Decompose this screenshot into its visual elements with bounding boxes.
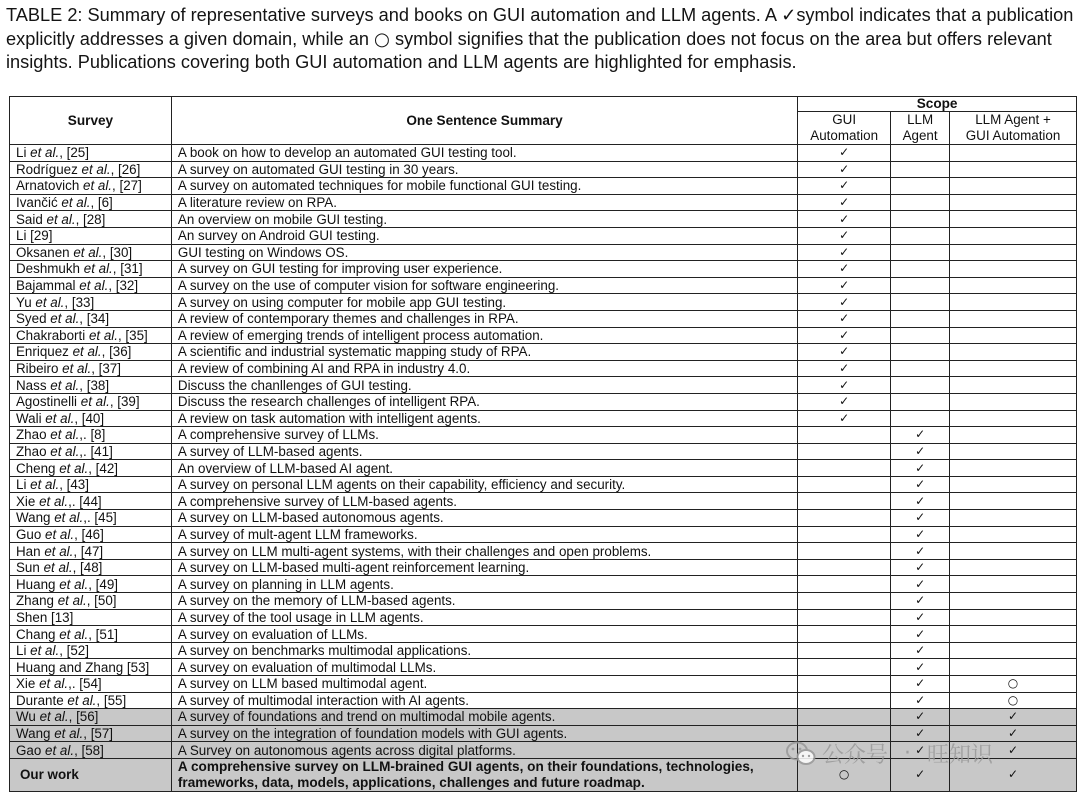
- gui-automation-mark: [798, 476, 891, 493]
- header-llm-agent: LLM Agent: [891, 112, 950, 145]
- llm-gui-mark: [950, 294, 1077, 311]
- summary-cell: A survey of the tool usage in LLM agents.: [171, 609, 797, 626]
- llm-agent-mark: ✓: [891, 493, 950, 510]
- table-row: [10, 227, 1077, 244]
- llm-gui-mark: [950, 410, 1077, 427]
- llm-agent-mark: ✓: [891, 692, 950, 709]
- llm-gui-mark: [950, 393, 1077, 410]
- llm-agent-mark: ✓: [891, 510, 950, 527]
- gui-automation-mark: [798, 427, 891, 444]
- header-summary: One Sentence Summary: [171, 97, 797, 145]
- table-row: [10, 393, 1077, 410]
- table-row: [10, 261, 1077, 278]
- llm-gui-mark: [950, 593, 1077, 610]
- table-row: [10, 327, 1077, 344]
- summary-cell: An overview of LLM-based AI agent.: [171, 460, 797, 477]
- gui-automation-mark: ✓: [798, 393, 891, 410]
- llm-gui-mark: [950, 526, 1077, 543]
- llm-gui-mark: [950, 261, 1077, 278]
- summary-cell: A survey on benchmarks multimodal applications.: [171, 642, 797, 659]
- llm-agent-mark: [891, 261, 950, 278]
- table-row: [10, 427, 1077, 444]
- summary-cell: A survey on using computer for mobile app GUI testing.: [171, 294, 797, 311]
- survey-cell: Li et al., [25]: [10, 145, 172, 162]
- watermark-text-2: 旺知识: [927, 743, 994, 768]
- gui-automation-mark: [798, 709, 891, 726]
- gui-automation-mark: [798, 460, 891, 477]
- summary-cell: A survey on evaluation of multimodal LLMs.: [171, 659, 797, 676]
- survey-cell: Rodríguez et al., [26]: [10, 161, 172, 178]
- llm-gui-mark: [950, 277, 1077, 294]
- summary-cell: An survey on Android GUI testing.: [171, 227, 797, 244]
- table-row: [10, 526, 1077, 543]
- survey-cell: Sun et al., [48]: [10, 559, 172, 576]
- summary-cell: Discuss the chanllenges of GUI testing.: [171, 377, 797, 394]
- survey-cell: Agostinelli et al., [39]: [10, 393, 172, 410]
- llm-agent-mark: [891, 327, 950, 344]
- summary-cell: A survey on LLM-based autonomous agents.: [171, 510, 797, 527]
- summary-cell: Discuss the research challenges of intelligent RPA.: [171, 393, 797, 410]
- summary-cell: A survey on the integration of foundation models with GUI agents.: [171, 725, 797, 742]
- gui-automation-mark: [798, 510, 891, 527]
- gui-automation-mark: [798, 642, 891, 659]
- table-row: [10, 310, 1077, 327]
- table-caption: TABLE 2: Summary of representative surveys and books on GUI automation and LLM agents. A ✓symbol indicates that a publication explicitly addresses a given domain, while an ○ symbol signifies that the publication does not focus on the area but offers relevant insights. Publications covering both GUI automation and LLM agents are highlighted for emphasis.: [6, 5, 1074, 73]
- gui-automation-mark: [798, 659, 891, 676]
- llm-gui-mark: [950, 559, 1077, 576]
- table-row: [10, 244, 1077, 261]
- summary-cell: A survey on GUI testing for improving user experience.: [171, 261, 797, 278]
- survey-cell: Li et al., [52]: [10, 642, 172, 659]
- llm-gui-mark: [950, 161, 1077, 178]
- llm-agent-mark: [891, 227, 950, 244]
- survey-cell: Shen [13]: [10, 609, 172, 626]
- summary-cell: A survey of LLM-based agents.: [171, 443, 797, 460]
- gui-automation-mark: ✓: [798, 344, 891, 361]
- llm-gui-mark: [950, 543, 1077, 560]
- summary-cell: A survey of multimodal interaction with AI agents.: [171, 692, 797, 709]
- summary-cell: A survey of foundations and trend on multimodal mobile agents.: [171, 709, 797, 726]
- summary-cell: A survey on automated GUI testing in 30 years.: [171, 161, 797, 178]
- llm-agent-mark: [891, 194, 950, 211]
- survey-cell: Zhao et al.,. [8]: [10, 427, 172, 444]
- summary-cell: A Survey on autonomous agents across digital platforms.: [171, 742, 797, 759]
- llm-gui-mark: [950, 227, 1077, 244]
- survey-cell: Ribeiro et al., [37]: [10, 360, 172, 377]
- llm-gui-mark: [950, 211, 1077, 228]
- llm-agent-mark: ✓: [891, 559, 950, 576]
- survey-cell: Our work: [10, 758, 172, 791]
- summary-cell: A review of emerging trends of intelligent process automation.: [171, 327, 797, 344]
- gui-automation-mark: [798, 593, 891, 610]
- llm-agent-mark: [891, 277, 950, 294]
- table-row: [10, 626, 1077, 643]
- gui-automation-mark: [798, 559, 891, 576]
- table-row: [10, 493, 1077, 510]
- llm-agent-mark: [891, 310, 950, 327]
- check-mark-symbol: ✓: [781, 5, 797, 26]
- summary-cell: A review of combining AI and RPA in industry 4.0.: [171, 360, 797, 377]
- header-llm-agent-gui-automation: LLM Agent + GUI Automation: [950, 112, 1077, 145]
- llm-agent-mark: [891, 211, 950, 228]
- llm-gui-mark: ○: [950, 692, 1077, 709]
- gui-automation-mark: ✓: [798, 310, 891, 327]
- survey-cell: Arnatovich et al., [27]: [10, 178, 172, 195]
- llm-gui-mark: [950, 460, 1077, 477]
- table-row: [10, 709, 1077, 726]
- llm-agent-mark: ✓: [891, 476, 950, 493]
- survey-cell: Chang et al., [51]: [10, 626, 172, 643]
- survey-cell: Yu et al., [33]: [10, 294, 172, 311]
- gui-automation-mark: [798, 543, 891, 560]
- watermark-separator: ·: [904, 741, 912, 766]
- llm-agent-mark: ✓: [891, 443, 950, 460]
- llm-agent-mark: ✓: [891, 676, 950, 693]
- gui-automation-mark: ✓: [798, 360, 891, 377]
- llm-gui-mark: [950, 145, 1077, 162]
- summary-cell: A survey on LLM based multimodal agent.: [171, 676, 797, 693]
- summary-cell: An overview on mobile GUI testing.: [171, 211, 797, 228]
- summary-cell: A survey on evaluation of LLMs.: [171, 626, 797, 643]
- llm-gui-mark: [950, 194, 1077, 211]
- gui-automation-mark: [798, 576, 891, 593]
- gui-automation-mark: ✓: [798, 377, 891, 394]
- header-survey: Survey: [10, 97, 172, 145]
- llm-gui-mark: ✓: [950, 709, 1077, 726]
- llm-agent-mark: ✓: [891, 742, 950, 759]
- table-row: [10, 443, 1077, 460]
- survey-cell: Huang and Zhang [53]: [10, 659, 172, 676]
- survey-cell: Bajammal et al., [32]: [10, 277, 172, 294]
- survey-cell: Cheng et al., [42]: [10, 460, 172, 477]
- gui-automation-mark: [798, 626, 891, 643]
- llm-agent-mark: ✓: [891, 709, 950, 726]
- summary-cell: A survey on planning in LLM agents.: [171, 576, 797, 593]
- llm-agent-mark: [891, 377, 950, 394]
- gui-automation-mark: ✓: [798, 277, 891, 294]
- llm-gui-mark: [950, 510, 1077, 527]
- survey-cell: Chakraborti et al., [35]: [10, 327, 172, 344]
- llm-gui-mark: [950, 626, 1077, 643]
- gui-automation-mark: ✓: [798, 410, 891, 427]
- llm-agent-mark: ✓: [891, 593, 950, 610]
- llm-agent-mark: [891, 393, 950, 410]
- llm-gui-mark: [950, 377, 1077, 394]
- llm-gui-mark: [950, 344, 1077, 361]
- survey-cell: Durante et al., [55]: [10, 692, 172, 709]
- llm-gui-mark: [950, 576, 1077, 593]
- llm-agent-mark: [891, 410, 950, 427]
- llm-agent-mark: [891, 145, 950, 162]
- survey-cell: Oksanen et al., [30]: [10, 244, 172, 261]
- summary-cell: GUI testing on Windows OS.: [171, 244, 797, 261]
- survey-cell: Ivančić et al., [6]: [10, 194, 172, 211]
- watermark: [786, 738, 993, 769]
- table-row: [10, 211, 1077, 228]
- gui-automation-mark: ✓: [798, 178, 891, 195]
- survey-cell: Enriquez et al., [36]: [10, 344, 172, 361]
- llm-agent-mark: ✓: [891, 526, 950, 543]
- header-scope: Scope: [798, 97, 1077, 112]
- llm-gui-mark: [950, 360, 1077, 377]
- table-row: [10, 194, 1077, 211]
- llm-gui-mark: [950, 659, 1077, 676]
- table-row: [10, 410, 1077, 427]
- summary-cell: A comprehensive survey on LLM-brained GUI agents, on their foundations, technologies, frameworks, data, models, applications, challenges and future roadmap.: [171, 758, 797, 791]
- survey-cell: Deshmukh et al., [31]: [10, 261, 172, 278]
- table-row: [10, 593, 1077, 610]
- llm-agent-mark: ✓: [891, 576, 950, 593]
- gui-automation-mark: ○: [798, 758, 891, 791]
- gui-automation-mark: ✓: [798, 227, 891, 244]
- wechat-icon: [786, 741, 816, 767]
- llm-gui-mark: [950, 310, 1077, 327]
- llm-agent-mark: [891, 178, 950, 195]
- gui-automation-mark: ✓: [798, 161, 891, 178]
- survey-cell: Said et al., [28]: [10, 211, 172, 228]
- summary-cell: A survey of mult-agent LLM frameworks.: [171, 526, 797, 543]
- table-row: [10, 161, 1077, 178]
- gui-automation-mark: ✓: [798, 194, 891, 211]
- survey-cell: Xie et al.,. [54]: [10, 676, 172, 693]
- table-row: [10, 559, 1077, 576]
- survey-cell: Li et al., [43]: [10, 476, 172, 493]
- table-row: [10, 460, 1077, 477]
- survey-cell: Han et al., [47]: [10, 543, 172, 560]
- summary-cell: A survey on the use of computer vision for software engineering.: [171, 277, 797, 294]
- header-gui-automation: GUI Automation: [798, 112, 891, 145]
- survey-table: [9, 96, 1077, 792]
- llm-agent-mark: [891, 161, 950, 178]
- gui-automation-mark: ✓: [798, 327, 891, 344]
- survey-cell: Li [29]: [10, 227, 172, 244]
- survey-cell: Wu et al., [56]: [10, 709, 172, 726]
- llm-gui-mark: [950, 609, 1077, 626]
- llm-gui-mark: ✓: [950, 758, 1077, 791]
- summary-cell: A review on task automation with intelligent agents.: [171, 410, 797, 427]
- llm-agent-mark: ✓: [891, 642, 950, 659]
- gui-automation-mark: [798, 526, 891, 543]
- table-row: [10, 543, 1077, 560]
- llm-gui-mark: [950, 443, 1077, 460]
- watermark-text-1: 公众号: [822, 743, 889, 768]
- llm-gui-mark: ○: [950, 676, 1077, 693]
- llm-agent-mark: ✓: [891, 659, 950, 676]
- circle-mark-symbol: ○: [374, 28, 390, 50]
- survey-cell: Zhao et al.,. [41]: [10, 443, 172, 460]
- summary-cell: A scientific and industrial systematic mapping study of RPA.: [171, 344, 797, 361]
- summary-cell: A literature review on RPA.: [171, 194, 797, 211]
- gui-automation-mark: ✓: [798, 261, 891, 278]
- gui-automation-mark: ✓: [798, 145, 891, 162]
- summary-cell: A comprehensive survey of LLM-based agents.: [171, 493, 797, 510]
- table-row: [10, 344, 1077, 361]
- gui-automation-mark: ✓: [798, 244, 891, 261]
- llm-agent-mark: [891, 360, 950, 377]
- survey-cell: Nass et al., [38]: [10, 377, 172, 394]
- gui-automation-mark: ✓: [798, 294, 891, 311]
- survey-cell: Huang et al., [49]: [10, 576, 172, 593]
- table-row: [10, 609, 1077, 626]
- survey-cell: Guo et al., [46]: [10, 526, 172, 543]
- table-row: [10, 642, 1077, 659]
- llm-gui-mark: ✓: [950, 742, 1077, 759]
- summary-cell: A survey on personal LLM agents on their capability, efficiency and security.: [171, 476, 797, 493]
- llm-agent-mark: [891, 294, 950, 311]
- table-row: [10, 510, 1077, 527]
- summary-cell: A comprehensive survey of LLMs.: [171, 427, 797, 444]
- llm-gui-mark: [950, 244, 1077, 261]
- summary-cell: A survey on LLM-based multi-agent reinforcement learning.: [171, 559, 797, 576]
- llm-agent-mark: ✓: [891, 609, 950, 626]
- survey-cell: Wang et al., [57]: [10, 725, 172, 742]
- survey-cell: Syed et al., [34]: [10, 310, 172, 327]
- llm-gui-mark: [950, 178, 1077, 195]
- gui-automation-mark: ✓: [798, 211, 891, 228]
- table-row: [10, 360, 1077, 377]
- llm-agent-mark: [891, 244, 950, 261]
- table-row: [10, 576, 1077, 593]
- llm-agent-mark: ✓: [891, 460, 950, 477]
- gui-automation-mark: [798, 493, 891, 510]
- table-row: [10, 178, 1077, 195]
- table-row: [10, 659, 1077, 676]
- llm-agent-mark: ✓: [891, 543, 950, 560]
- llm-gui-mark: [950, 493, 1077, 510]
- table-row: [10, 377, 1077, 394]
- survey-cell: Wang et al.,. [45]: [10, 510, 172, 527]
- llm-gui-mark: [950, 476, 1077, 493]
- llm-agent-mark: ✓: [891, 427, 950, 444]
- llm-gui-mark: [950, 427, 1077, 444]
- llm-gui-mark: [950, 642, 1077, 659]
- table-row: [10, 145, 1077, 162]
- table-row: [10, 676, 1077, 693]
- gui-automation-mark: [798, 443, 891, 460]
- table-row: [10, 294, 1077, 311]
- summary-cell: A survey on automated techniques for mobile functional GUI testing.: [171, 178, 797, 195]
- summary-cell: A survey on the memory of LLM-based agents.: [171, 593, 797, 610]
- survey-cell: Zhang et al., [50]: [10, 593, 172, 610]
- llm-agent-mark: ✓: [891, 725, 950, 742]
- summary-cell: A book on how to develop an automated GUI testing tool.: [171, 145, 797, 162]
- llm-agent-mark: [891, 344, 950, 361]
- llm-gui-mark: ✓: [950, 725, 1077, 742]
- llm-agent-mark: ✓: [891, 626, 950, 643]
- table-row: [10, 277, 1077, 294]
- summary-cell: A survey on LLM multi-agent systems, with their challenges and open problems.: [171, 543, 797, 560]
- llm-agent-mark: ✓: [891, 758, 950, 791]
- llm-gui-mark: [950, 327, 1077, 344]
- survey-cell: Wali et al., [40]: [10, 410, 172, 427]
- table-row: [10, 476, 1077, 493]
- gui-automation-mark: [798, 609, 891, 626]
- gui-automation-mark: [798, 692, 891, 709]
- survey-cell: Gao et al., [58]: [10, 742, 172, 759]
- survey-cell: Xie et al.,. [44]: [10, 493, 172, 510]
- summary-cell: A review of contemporary themes and challenges in RPA.: [171, 310, 797, 327]
- gui-automation-mark: [798, 676, 891, 693]
- table-row: [10, 692, 1077, 709]
